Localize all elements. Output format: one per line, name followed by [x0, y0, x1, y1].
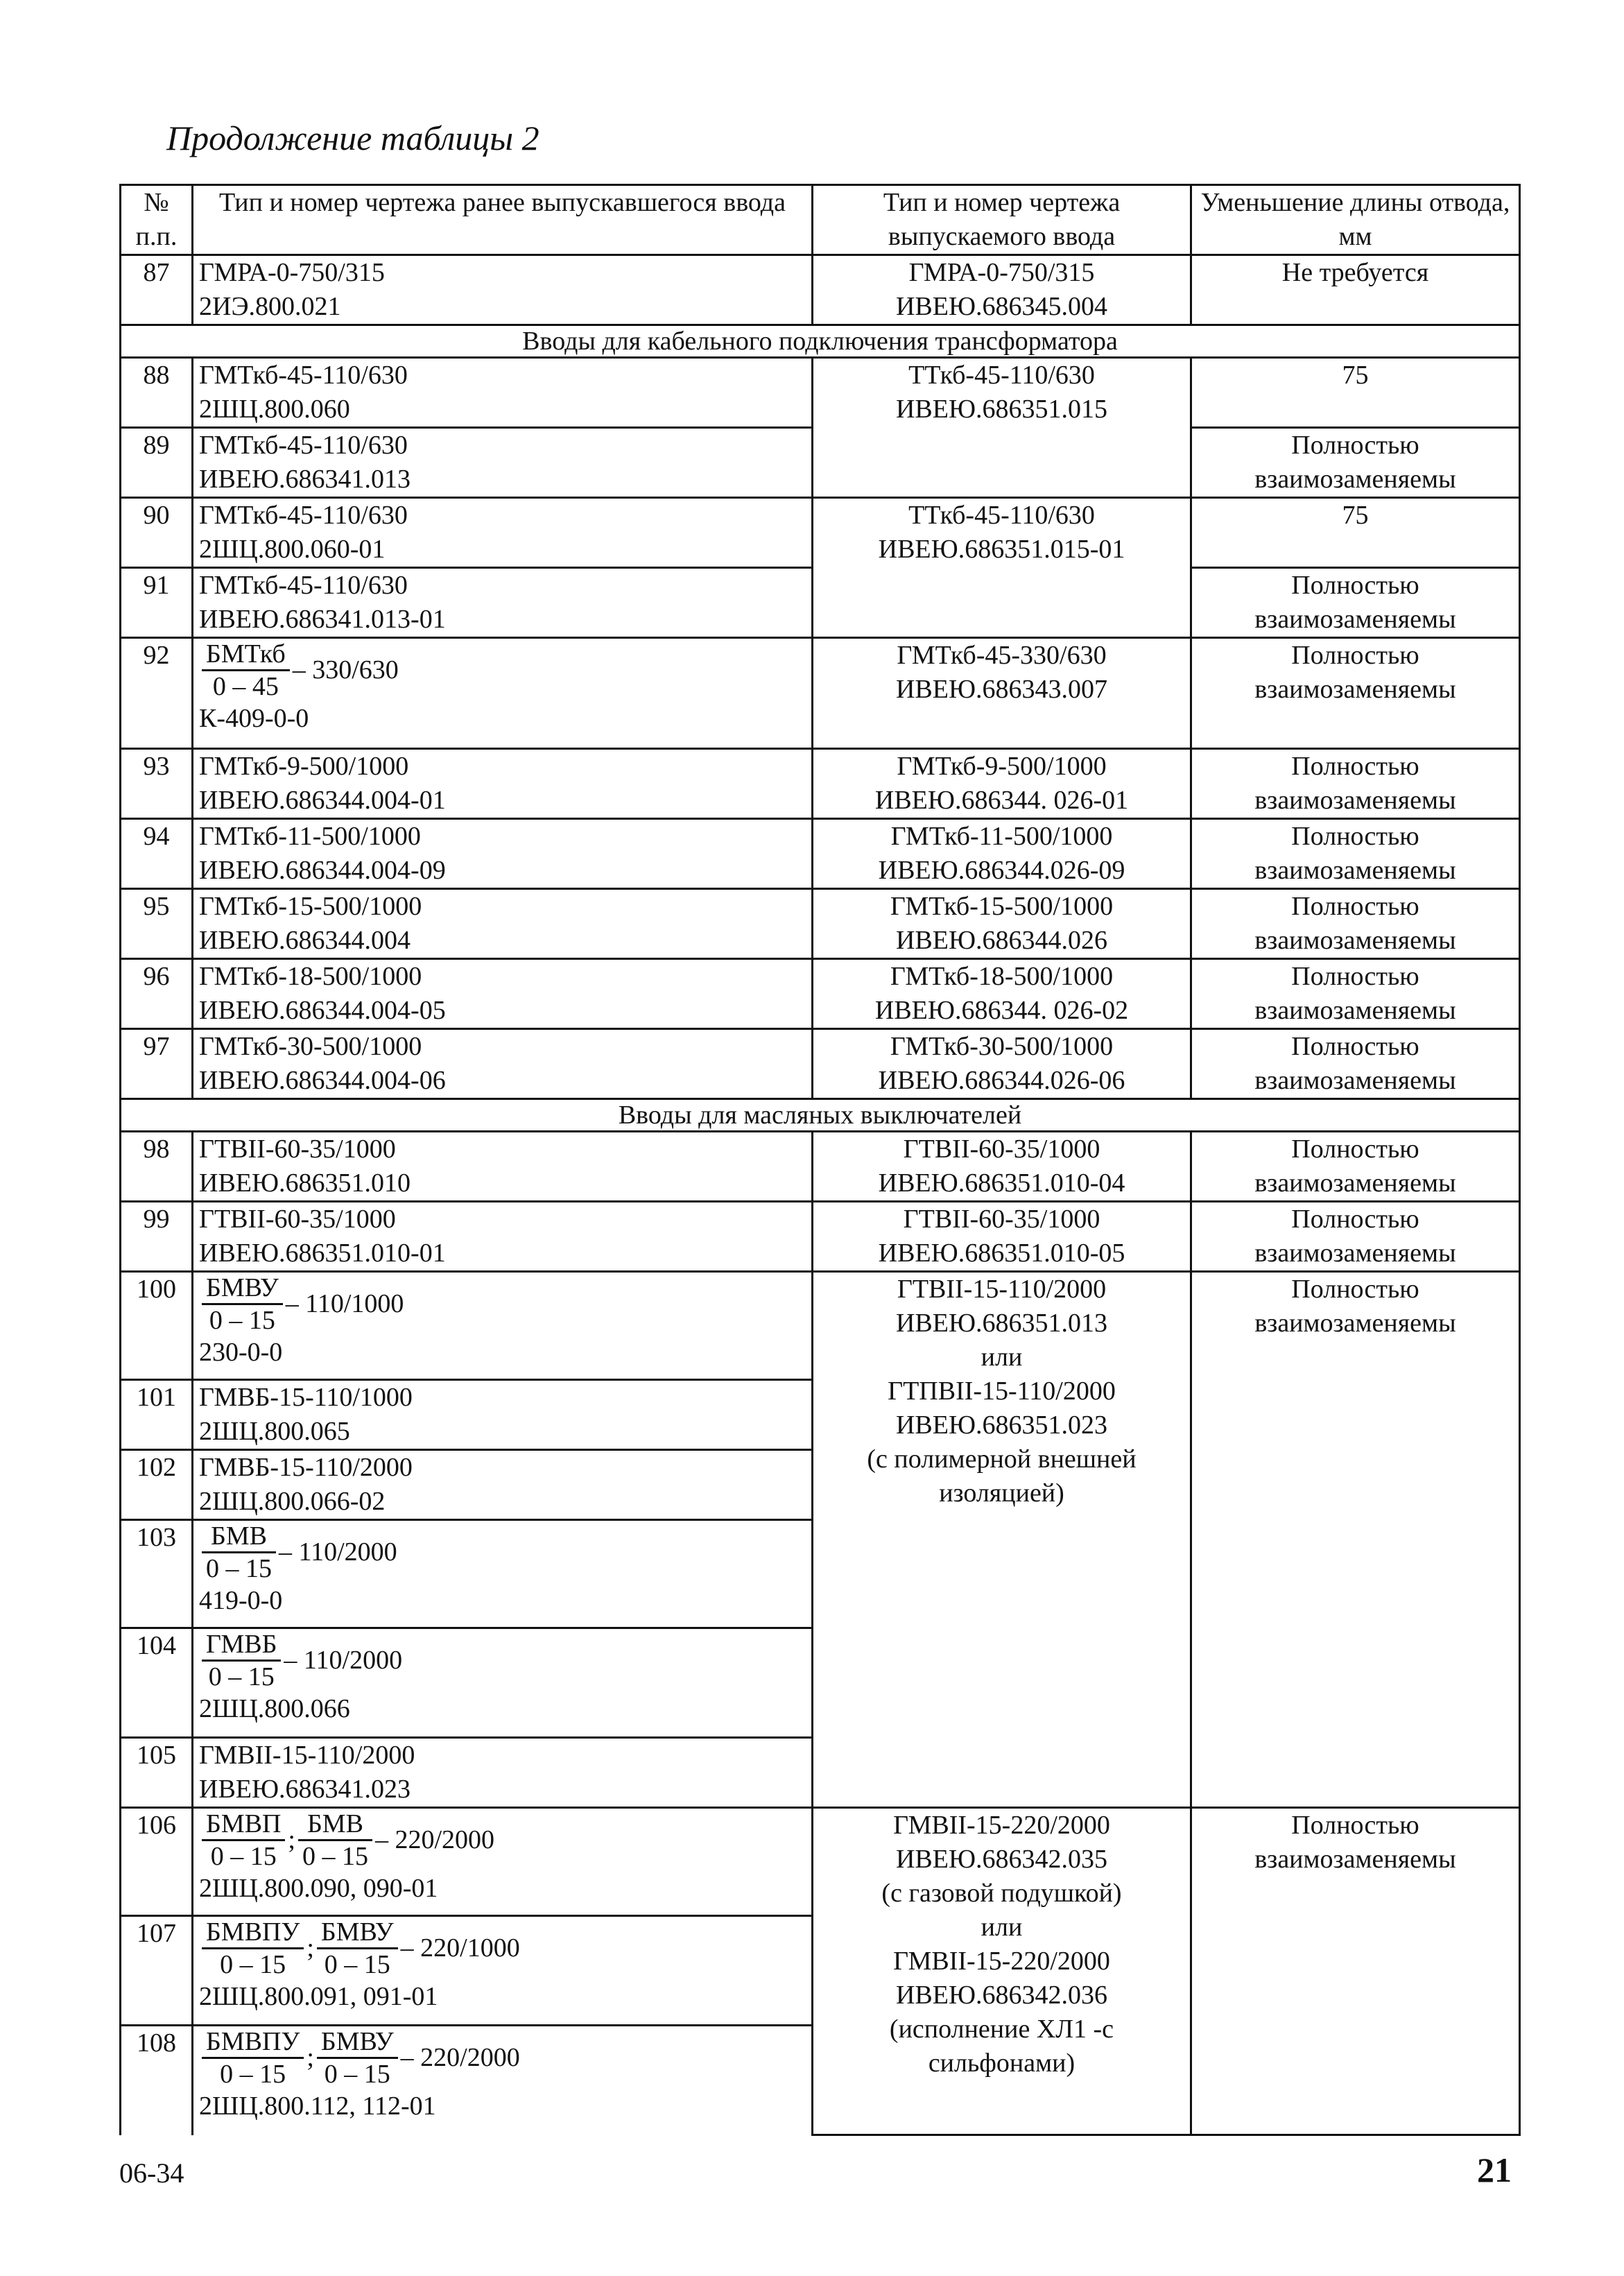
old-drawing: 2ИЭ.800.021: [199, 292, 341, 321]
old-drawing: 2ШЦ.800.065: [199, 1417, 350, 1446]
reduction-line: взаимозаменяемы: [1254, 1239, 1456, 1268]
row-number: 91: [121, 568, 193, 638]
old-drawing: ИВЕЮ.686351.010: [199, 1169, 411, 1198]
reduction-line: Полностью: [1291, 752, 1419, 781]
old-type: ГМРА-0-750/315: [199, 258, 385, 287]
fraction-denominator: 0 – 15: [210, 1842, 277, 1871]
old-type: ГМВБ-15-110/1000: [199, 1383, 413, 1412]
row-number: 87: [121, 255, 193, 325]
reduction-line: Полностью: [1291, 1811, 1419, 1840]
old-input: $\frac{\text{БМВПУ}}{0 - 15}$ ; $\frac{\text{БМВУ}}{0 - 15}$ – 220/2000 2ШЦ.800.112, 112-01: [193, 2026, 813, 2135]
old-input: [193, 498, 813, 568]
old-input: [193, 889, 813, 959]
fraction-denominator: 0 – 15: [324, 2060, 390, 2089]
section-title-breakers: Вводы для масляных выключателей: [121, 1099, 1520, 1132]
header-row: [121, 185, 1520, 255]
new-drawing: ИВЕЮ.686351.015-01: [878, 535, 1125, 564]
new-type: ГМТкб-30-500/1000: [890, 1032, 1114, 1061]
old-input: [193, 638, 813, 749]
reduction-value: [1191, 1132, 1520, 1202]
reduction-line: взаимозаменяемы: [1254, 1066, 1456, 1095]
fraction-suffix: – 110/2000: [279, 1537, 397, 1567]
old-drawing: ИВЕЮ.686341.023: [199, 1775, 411, 1804]
reduction-value: 75: [1191, 358, 1520, 428]
reduction-value: 75: [1191, 498, 1520, 568]
new-drawing: ИВЕЮ.686344. 026-01: [874, 786, 1129, 815]
table-row: [121, 1272, 1520, 1380]
new-input: [813, 819, 1191, 889]
new-line: (исполнение ХЛ1 -с: [889, 2015, 1114, 2044]
table-row: [121, 749, 1520, 819]
new-drawing: ИВЕЮ.686345.004: [895, 292, 1108, 321]
old-drawing: ИВЕЮ.686344.004-06: [199, 1066, 446, 1095]
reduction-line: взаимозаменяемы: [1254, 605, 1456, 634]
table-row: [121, 959, 1520, 1029]
table-continuation-heading: Продолжение таблицы 2: [166, 119, 539, 157]
reduction-line: взаимозаменяемы: [1254, 926, 1456, 955]
old-type: ГМВБ-15-110/2000: [199, 1453, 413, 1482]
new-input: [813, 749, 1191, 819]
old-drawing: ИВЕЮ.686341.013: [199, 465, 411, 494]
old-input: [193, 1202, 813, 1272]
reduction-line: взаимозаменяемы: [1254, 465, 1456, 494]
old-input: [193, 819, 813, 889]
type-fraction: [317, 1917, 398, 1980]
old-input: [193, 1029, 813, 1099]
new-input-group: [813, 1808, 1191, 2135]
reduction-value: [1191, 749, 1520, 819]
section-title-cable: Вводы для кабельного подключения трансформатора: [121, 325, 1520, 358]
row-number: 97: [121, 1029, 193, 1099]
old-input: [193, 1132, 813, 1202]
row-number: 94: [121, 819, 193, 889]
old-type: ГМТкб-11-500/1000: [199, 822, 421, 851]
new-line: ИВЕЮ.686342.035: [895, 1845, 1108, 1874]
row-number: 101: [121, 1380, 193, 1450]
new-line: ИВЕЮ.686351.013: [895, 1309, 1108, 1338]
old-type: ГМТкб-30-500/1000: [199, 1032, 422, 1061]
new-drawing: ИВЕЮ.686344.026: [895, 926, 1108, 955]
reduction-line: взаимозаменяемы: [1254, 786, 1456, 815]
type-fraction: [202, 1917, 304, 1980]
fraction-numerator: БМВПУ: [202, 1917, 304, 1949]
old-input: [193, 1380, 813, 1450]
fraction-suffix: – 220/1000: [400, 1933, 520, 1963]
old-input: [193, 1450, 813, 1520]
old-input: [193, 1628, 813, 1738]
row-number: 99: [121, 1202, 193, 1272]
type-fraction: [202, 639, 290, 702]
new-line: или: [981, 1343, 1023, 1372]
new-line: или: [981, 1913, 1023, 1942]
new-type: ГМТкб-45-330/630: [897, 641, 1107, 670]
fraction-suffix: – 110/1000: [285, 1289, 404, 1318]
col-old-header: Тип и номер чертежа ранее выпускавшегося ввода: [193, 185, 813, 255]
type-fraction: [317, 2026, 398, 2089]
new-type: ТТкб-45-110/630: [908, 361, 1095, 390]
reduction-value: [1191, 959, 1520, 1029]
fraction-denominator: 0 – 15: [302, 1842, 368, 1871]
new-input: [813, 255, 1191, 325]
new-line: сильфонами): [928, 2049, 1076, 2078]
type-fraction: [298, 1809, 372, 1872]
old-drawing: ИВЕЮ.686344.004-05: [199, 996, 446, 1025]
table-row: [121, 498, 1520, 568]
fraction-numerator: БМВУ: [202, 1273, 283, 1305]
old-input: [193, 1272, 813, 1380]
new-line: ГМВII-15-220/2000: [893, 1947, 1110, 1976]
new-line: ГТПВII-15-110/2000: [888, 1377, 1116, 1406]
old-drawing: 2ШЦ.800.112, 112-01: [199, 2092, 436, 2121]
fraction-suffix: – 220/2000: [374, 1825, 495, 1854]
reduction-line: Полностью: [1291, 1135, 1419, 1164]
reduction-line: Полностью: [1291, 571, 1419, 600]
reduction-value: [1191, 568, 1520, 638]
table-row: [121, 819, 1520, 889]
table-row: [121, 1029, 1520, 1099]
new-drawing: ИВЕЮ.686344.026-09: [878, 856, 1125, 885]
type-fraction: [202, 1629, 281, 1692]
table-row: [121, 638, 1520, 749]
table-row: [121, 1202, 1520, 1272]
new-drawing: ИВЕЮ.686344.026-06: [878, 1066, 1125, 1095]
new-type: ГМТкб-18-500/1000: [890, 962, 1114, 991]
row-number: 106: [121, 1808, 193, 1916]
new-type: ГМТкб-11-500/1000: [890, 822, 1113, 851]
reduction-line: взаимозаменяемы: [1254, 1169, 1456, 1198]
row-number: 103: [121, 1520, 193, 1628]
old-drawing: 2ШЦ.800.091, 091-01: [199, 1982, 438, 2011]
new-line: ГТВII-15-110/2000: [897, 1275, 1107, 1304]
new-drawing: ИВЕЮ.686351.015: [895, 395, 1108, 424]
row-number: 89: [121, 428, 193, 498]
table-row: [121, 1808, 1520, 1916]
new-input: [813, 959, 1191, 1029]
old-input: [193, 568, 813, 638]
reduction-line: Полностью: [1291, 822, 1419, 851]
reduction-value: Не требуется: [1191, 255, 1520, 325]
new-type: ГМТкб-15-500/1000: [890, 892, 1114, 921]
new-drawing: ИВЕЮ.686344. 026-02: [874, 996, 1129, 1025]
reduction-line: взаимозаменяемы: [1254, 996, 1456, 1025]
reduction-value: [1191, 1202, 1520, 1272]
row-number: 93: [121, 749, 193, 819]
old-drawing: ИВЕЮ.686344.004: [199, 926, 411, 955]
fraction-denominator: 0 – 15: [220, 1950, 286, 1979]
row-number: 100: [121, 1272, 193, 1380]
old-type: ГМВII-15-110/2000: [199, 1741, 415, 1770]
reduction-line: взаимозаменяемы: [1254, 856, 1456, 885]
new-drawing: ИВЕЮ.686343.007: [895, 675, 1108, 704]
old-drawing: ИВЕЮ.686341.013-01: [199, 605, 446, 634]
reduction-value: [1191, 1029, 1520, 1099]
new-input: [813, 1029, 1191, 1099]
old-drawing: 230-0-0: [199, 1338, 283, 1367]
old-input: [193, 749, 813, 819]
old-input: [193, 959, 813, 1029]
row-number: 96: [121, 959, 193, 1029]
fraction-denominator: 0 – 15: [220, 2060, 286, 2089]
new-line: (с газовой подушкой): [881, 1879, 1122, 1908]
reduction-value: [1191, 819, 1520, 889]
fraction-numerator: БМВУ: [317, 2026, 398, 2059]
new-input-group: [813, 1272, 1191, 1808]
new-line: изоляцией): [939, 1478, 1064, 1508]
type-fraction: [202, 1273, 283, 1336]
reduction-value: [1191, 638, 1520, 749]
old-drawing: ИВЕЮ.686344.004-09: [199, 856, 446, 885]
new-line: ИВЕЮ.686342.036: [895, 1981, 1108, 2010]
section-row: [121, 1099, 1520, 1132]
old-type: ГМТкб-18-500/1000: [199, 962, 422, 991]
reduction-value: [1191, 1808, 1520, 2135]
fraction-denominator: 0 – 15: [209, 1306, 275, 1335]
old-input: [193, 428, 813, 498]
reduction-value: [1191, 1272, 1520, 1808]
new-input: [813, 889, 1191, 959]
new-input: [813, 358, 1191, 498]
table-row: [121, 358, 1520, 428]
fraction-denominator: 0 – 15: [206, 1554, 272, 1583]
old-type: ГМТкб-45-110/630: [199, 431, 408, 460]
new-line: ГМВII-15-220/2000: [893, 1811, 1110, 1840]
table-row: [121, 255, 1520, 325]
fraction-denominator: 0 – 45: [212, 672, 279, 701]
row-number: 102: [121, 1450, 193, 1520]
reduction-line: взаимозаменяемы: [1254, 1845, 1456, 1874]
row-number: 98: [121, 1132, 193, 1202]
old-input: [193, 1738, 813, 1808]
reduction-value: [1191, 428, 1520, 498]
fraction-suffix: – 220/2000: [400, 2043, 520, 2072]
row-number: 90: [121, 498, 193, 568]
new-type: ТТкб-45-110/630: [908, 501, 1095, 530]
old-drawing: К-409-0-0: [199, 704, 309, 733]
table-row: [121, 1132, 1520, 1202]
old-type: ГМТкб-45-110/630: [199, 501, 408, 530]
table-row: [121, 889, 1520, 959]
page-number: 21: [1477, 2150, 1512, 2189]
reduction-line: взаимозаменяемы: [1254, 1309, 1456, 1338]
old-drawing: 419-0-0: [199, 1586, 283, 1615]
new-input: [813, 1132, 1191, 1202]
reduction-value: [1191, 889, 1520, 959]
new-input: [813, 1202, 1191, 1272]
old-input: [193, 1520, 813, 1628]
new-type: ГТВII-60-35/1000: [903, 1135, 1100, 1164]
row-number: 95: [121, 889, 193, 959]
new-drawing: ИВЕЮ.686351.010-05: [878, 1239, 1125, 1268]
reduction-line: Полностью: [1291, 1275, 1419, 1304]
fraction-numerator: БМВПУ: [202, 2026, 304, 2059]
reduction-line: Полностью: [1291, 962, 1419, 991]
row-number: 107: [121, 1916, 193, 2026]
old-type: ГМТкб-15-500/1000: [199, 892, 422, 921]
new-type: ГМТкб-9-500/1000: [897, 752, 1107, 781]
new-input: [813, 638, 1191, 749]
row-number: 88: [121, 358, 193, 428]
row-number: 105: [121, 1738, 193, 1808]
old-type: ГМТкб-45-110/630: [199, 361, 408, 390]
old-type: ГМТкб-9-500/1000: [199, 752, 409, 781]
fraction-suffix: – 110/2000: [284, 1646, 403, 1675]
type-fraction: [202, 2026, 304, 2089]
fraction-numerator: БМВУ: [317, 1917, 398, 1949]
new-type: ГТВII-60-35/1000: [903, 1205, 1100, 1234]
reduction-line: Полностью: [1291, 641, 1419, 670]
old-type: ГТВII-60-35/1000: [199, 1135, 396, 1164]
old-input: [193, 358, 813, 428]
document-code: 06-34: [119, 2157, 184, 2189]
reduction-line: Полностью: [1291, 431, 1419, 460]
old-drawing: 2ШЦ.800.066: [199, 1694, 350, 1723]
old-drawing: 2ШЦ.800.060: [199, 395, 350, 424]
reduction-line: взаимозаменяемы: [1254, 675, 1456, 704]
col-reduction-header: Уменьшение длины отвода, мм: [1191, 185, 1520, 255]
reduction-line: Полностью: [1291, 1205, 1419, 1234]
old-drawing: ИВЕЮ.686344.004-01: [199, 786, 446, 815]
col-new-header: Тип и номер чертежа выпускаемого ввода: [813, 185, 1191, 255]
reduction-line: Полностью: [1291, 1032, 1419, 1061]
row-number: 108: [121, 2026, 193, 2135]
fraction-numerator: ГМВБ: [202, 1629, 281, 1662]
new-line: (с полимерной внешней: [867, 1445, 1137, 1474]
fraction-numerator: БМВ: [202, 1521, 276, 1553]
inputs-table: [119, 184, 1521, 2136]
old-drawing: ИВЕЮ.686351.010-01: [199, 1239, 446, 1268]
new-drawing: ИВЕЮ.686351.010-04: [878, 1169, 1125, 1198]
old-type: ГТВII-60-35/1000: [199, 1205, 396, 1234]
fraction-numerator: БМВП: [202, 1809, 285, 1841]
reduction-line: Полностью: [1291, 892, 1419, 921]
old-input: $\frac{\text{БМВП}}{0 - 15}$ ; $\frac{\text{БМВ}}{0 - 15}$ – 220/2000 2ШЦ.800.090, 090-01: [193, 1808, 813, 1916]
old-drawing: 2ШЦ.800.060-01: [199, 535, 386, 564]
old-input: [193, 255, 813, 325]
row-number: 104: [121, 1628, 193, 1738]
new-input: [813, 498, 1191, 638]
old-type: ГМТкб-45-110/630: [199, 571, 408, 600]
fraction-numerator: БМТкб: [202, 639, 290, 671]
fraction-suffix: – 330/630: [292, 655, 399, 684]
type-fraction: [202, 1521, 276, 1584]
old-drawing: 2ШЦ.800.066-02: [199, 1487, 386, 1516]
type-fraction: [202, 1809, 285, 1872]
old-input: $\frac{\text{БМВПУ}}{0 - 15}$ ; $\frac{\text{БМВУ}}{0 - 15}$ – 220/1000 2ШЦ.800.091, 091-01: [193, 1916, 813, 2026]
col-num-header: № п.п.: [121, 185, 193, 255]
old-drawing: 2ШЦ.800.090, 090-01: [199, 1874, 438, 1903]
new-line: ИВЕЮ.686351.023: [895, 1411, 1108, 1440]
fraction-denominator: 0 – 15: [208, 1662, 275, 1691]
fraction-numerator: БМВ: [298, 1809, 372, 1841]
new-type: ГМРА-0-750/315: [908, 258, 1095, 287]
section-row: [121, 325, 1520, 358]
fraction-denominator: 0 – 15: [324, 1950, 390, 1979]
row-number: 92: [121, 638, 193, 749]
